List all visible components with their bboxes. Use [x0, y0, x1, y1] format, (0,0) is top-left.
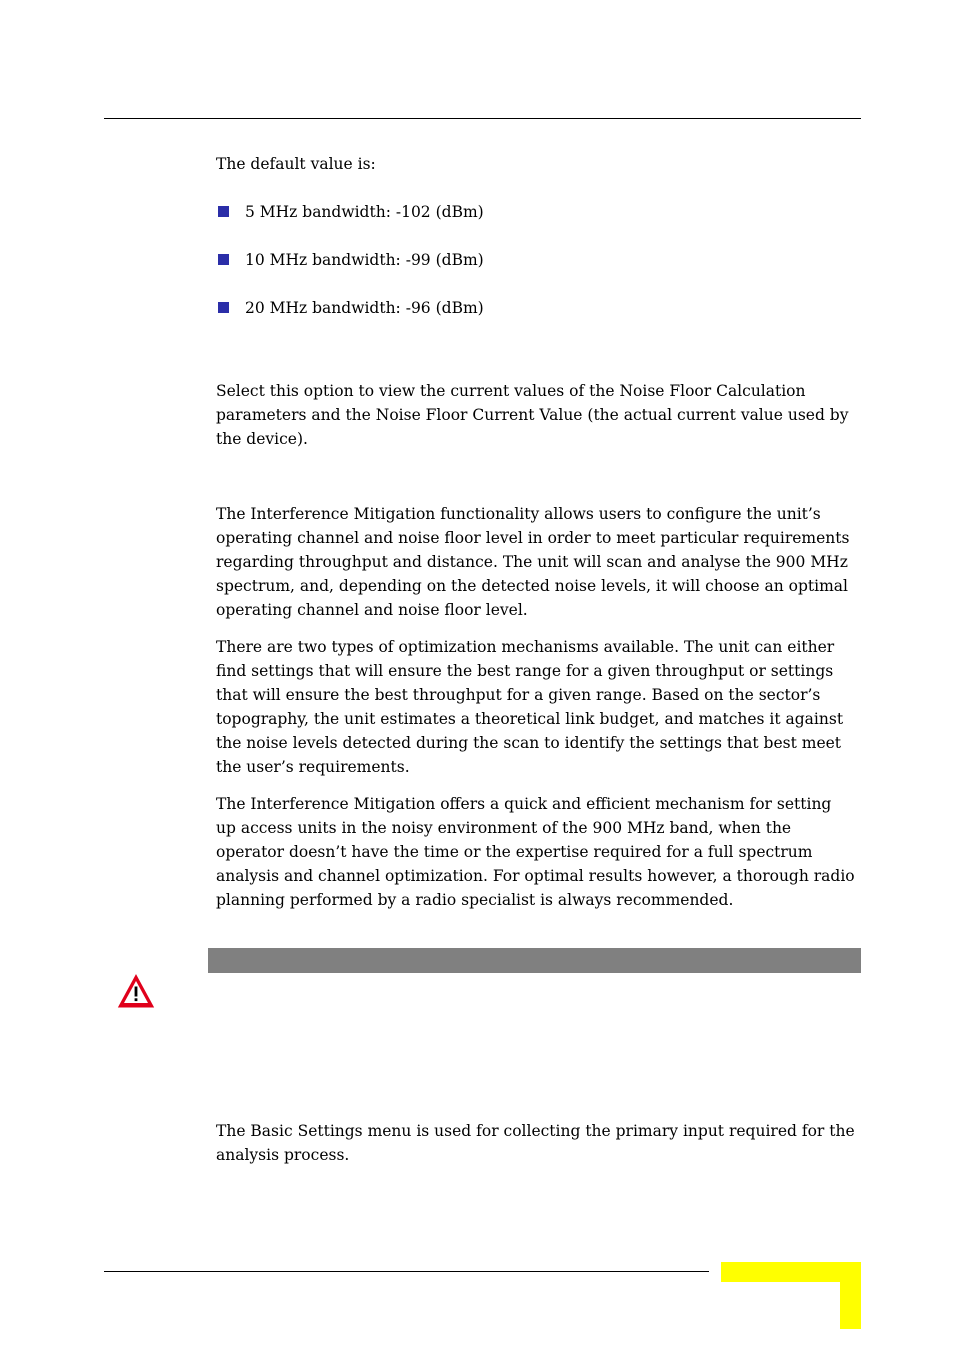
list-item-text: 20 MHz bandwidth: -96 (dBm): [245, 299, 484, 317]
mitigation-paragraph-1: The Interference Mitigation functionality allows users to configure the unit’s operating channel and noise floor level in order to meet particular requirements regarding throughput and distance. The unit will scan and analyse the 900 MHz spectrum, and, depending on the detected noise levels, it will choose an optimal operating channel and noise floor level.: [216, 505, 850, 619]
basic-settings-paragraph: The Basic Settings menu is used for collecting the primary input required for the analysis process.: [216, 1122, 855, 1164]
square-bullet-icon: [218, 206, 229, 217]
list-item-text: 5 MHz bandwidth: -102 (dBm): [245, 203, 484, 221]
page-corner-tab: [721, 1262, 861, 1329]
square-bullet-icon: [218, 254, 229, 265]
header-rule: [104, 118, 861, 119]
mitigation-paragraph-2: There are two types of optimization mechanisms available. The unit can either find settings that will ensure the best range for a given throughput or settings that will ensure the best throughput for a given range. Based on the sector’s topography, the unit estimates a theoretical link budget, and matches it against the noise levels detected during the scan to identify the settings that best meet the user’s requirements.: [216, 638, 844, 776]
footer-rule: [104, 1271, 709, 1272]
intro-text: The default value is:: [216, 155, 376, 173]
note-header-bar: [208, 948, 861, 973]
square-bullet-icon: [218, 302, 229, 313]
warning-triangle-icon: [115, 970, 157, 1010]
list-item-text: 10 MHz bandwidth: -99 (dBm): [245, 251, 484, 269]
noise-floor-paragraph: Select this option to view the current values of the Noise Floor Calculation parameters and the Noise Floor Current Value (the actual current value used by the device).: [216, 382, 849, 448]
mitigation-paragraph-3: The Interference Mitigation offers a quick and efficient mechanism for setting up access units in the noisy environment of the 900 MHz band, when the operator doesn’t have the time or the expertise required for a full spectrum analysis and channel optimization. For optimal results however, a thorough radio planning performed by a radio specialist is always recommended.: [216, 795, 855, 909]
